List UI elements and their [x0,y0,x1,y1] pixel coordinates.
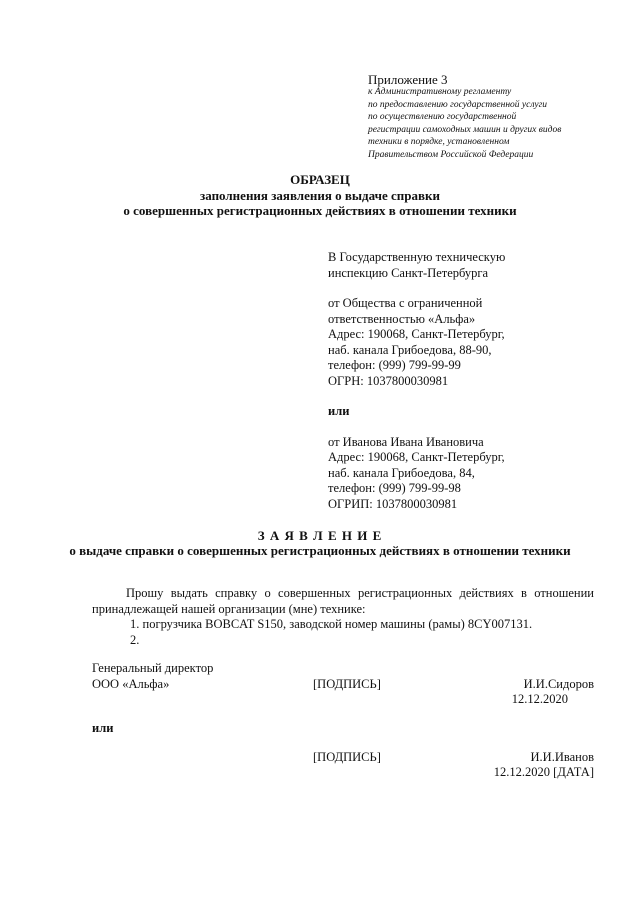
sample-title: ОБРАЗЕЦ [290,172,350,187]
person-line: наб. канала Грибоедова, 84, [328,465,475,480]
addressee-line: В Государственную техническую [328,250,506,264]
org-line: ответственностью «Альфа» [328,311,476,326]
appendix-line: регистрации самоходных машин и других видов [368,124,562,135]
appendix-line: по предоставлению государственной услуги [368,99,548,110]
org-line: телефон: (999) 799-99-99 [328,358,461,372]
org-line: ОГРН: 1037800030981 [328,373,449,388]
statement-title: З А Я В Л Е Н И Е [257,528,383,543]
signer-position: Генеральный директор [92,661,214,675]
person-line: Адрес: 190068, Санкт-Петербург, [328,450,505,464]
or-label: или [328,404,350,418]
person-line: ОГРИП: 1037800030981 [328,496,458,511]
appendix-line: техники в порядке, установленном [368,137,510,148]
appendix-title: Приложение 3 [368,72,448,87]
person-line: телефон: (999) 799-99-98 [328,481,461,495]
signature-placeholder: [ПОДПИСЬ] [313,750,381,764]
appendix-line: Правительством Российской Федерации [368,149,534,160]
person-line: от Иванова Ивана Ивановича [328,434,484,449]
statement-body [92,586,594,648]
signature-placeholder: [ПОДПИСЬ] [313,677,381,691]
sample-subtitle-line2: о совершенных регистрационных действиях в отношении техники [123,203,517,218]
addressee-block [328,250,505,512]
addressee-line: инспекцию Санкт-Петербурга [328,265,489,280]
appendix-note [368,86,561,162]
signer-name: И.И.Сидоров [523,677,594,691]
org-line: Адрес: 190068, Санкт-Петербург, [328,327,505,341]
signer-name: И.И.Иванов [530,750,594,764]
list-item: 2. [130,632,140,647]
sample-subtitle-line1: заполнения заявления о выдаче справки [200,188,440,203]
signer-organization: ООО «Альфа» [92,677,170,691]
org-line: наб. канала Грибоедова, 88-90, [328,342,492,357]
statement-subtitle: о выдаче справки о совершенных регистрационных действиях в отношении техники [69,543,571,558]
or-label: или [92,721,114,735]
appendix-line: к Административному регламенту [368,87,512,97]
list-item: 1. погрузчика BOBCAT S150, заводской номер машины (рамы) 8CY007131. [130,617,533,631]
signature-date: 12.12.2020 [ДАТА] [493,765,594,779]
org-line: от Общества с ограниченной [328,296,483,310]
statement-paragraph: Прошу выдать справку о совершенных регистрационных действиях в отношении принадлежащей нашей организации (мне) технике: [92,586,594,616]
signature-date: 12.12.2020 [511,692,568,706]
appendix-line: по осуществлению государственной [368,112,517,123]
